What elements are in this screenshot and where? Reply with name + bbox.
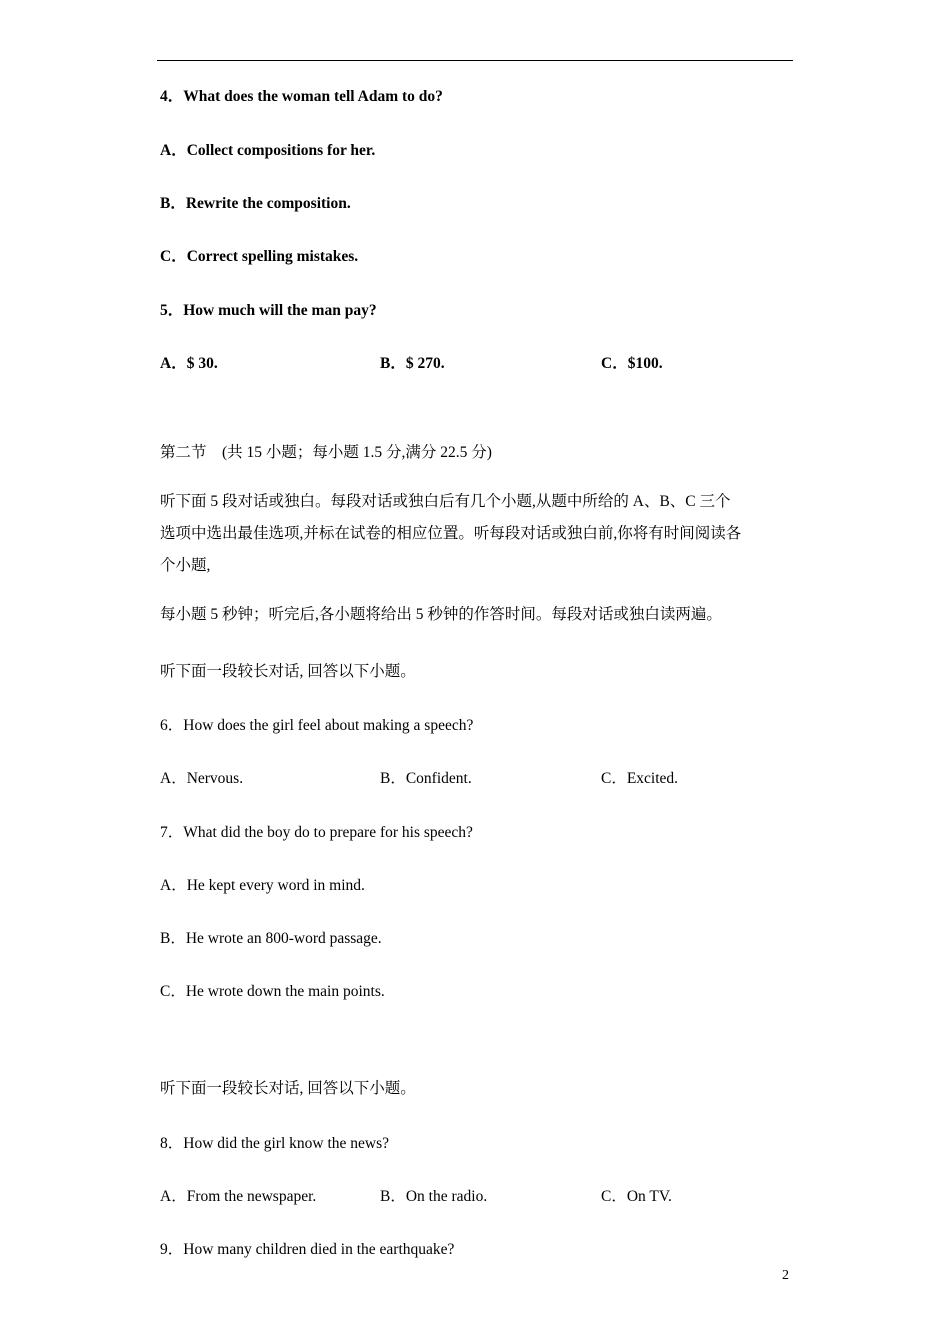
q8-option-b: B．On the radio. (380, 1188, 488, 1205)
header-rule (157, 60, 793, 61)
q6-option-c: C．Excited. (601, 770, 679, 787)
q8-option-a: A．From the newspaper. (160, 1188, 317, 1205)
dialog-intro-1: 听下面一段较长对话, 回答以下小题。 (160, 663, 416, 680)
q8-option-c: C．On TV. (601, 1188, 672, 1205)
q4-option-a: A．Collect compositions for her. (160, 142, 376, 159)
question-9: 9．How many children died in the earthquake? (160, 1241, 455, 1258)
q6-option-a: A．Nervous. (160, 770, 244, 787)
q4-option-c: C．Correct spelling mistakes. (160, 248, 359, 265)
q7-option-b: B．He wrote an 800-word passage. (160, 930, 382, 947)
section-title: 第二节 (共 15 小题；每小题 1.5 分,满分 22.5 分) (160, 444, 492, 461)
dialog-intro-2: 听下面一段较长对话, 回答以下小题。 (160, 1080, 416, 1097)
question-4: 4．What does the woman tell Adam to do? (160, 88, 443, 105)
instructions-line-2: 选项中选出最佳选项,并标在试卷的相应位置。听每段对话或独白前,你将有时间阅读各 (160, 525, 742, 542)
question-8: 8．How did the girl know the news? (160, 1135, 390, 1152)
q7-option-a: A．He kept every word in mind. (160, 877, 365, 894)
page-number: 2 (782, 1268, 789, 1283)
question-6: 6．How does the girl feel about making a speech? (160, 717, 474, 734)
instructions-line-3: 个小题, (160, 557, 211, 574)
instructions-line-1: 听下面 5 段对话或独白。每段对话或独白后有几个小题,从题中所给的 A、B、C 三个 (160, 493, 731, 510)
q4-option-b: B．Rewrite the composition. (160, 195, 351, 212)
question-7: 7．What did the boy do to prepare for his speech? (160, 824, 473, 841)
q7-option-c: C．He wrote down the main points. (160, 983, 385, 1000)
q5-option-a: A．$ 30. (160, 355, 218, 372)
q6-option-b: B．Confident. (380, 770, 472, 787)
question-5: 5．How much will the man pay? (160, 302, 377, 319)
q5-option-b: B．$ 270. (380, 355, 445, 372)
instructions-line-4: 每小题 5 秒钟；听完后,各小题将给出 5 秒钟的作答时间。每段对话或独白读两遍。 (160, 606, 722, 623)
q5-option-c: C．$100. (601, 355, 663, 372)
